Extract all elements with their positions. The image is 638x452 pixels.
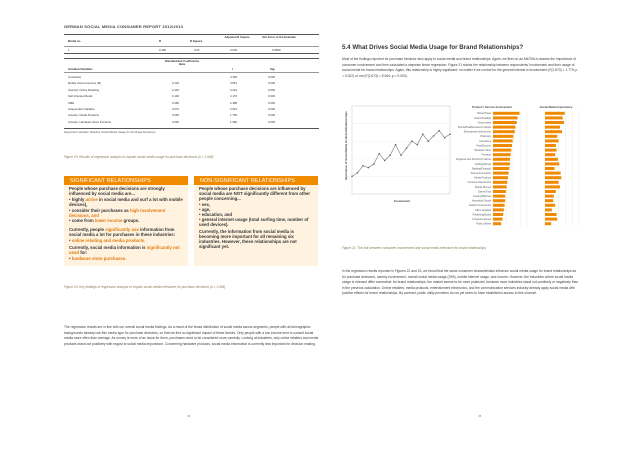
bar-chart-category-label: Mobile Phones: [475, 185, 491, 189]
involvement-line-chart: [342, 102, 454, 204]
table1-cell: 0.480: [159, 48, 166, 52]
non-significant-bullet: • age,: [199, 207, 211, 212]
importance-bar: [545, 158, 558, 161]
non-significant-industries-text: Currently, the information from social media is becoming more important for all remaining six industries. However, these relationships are not significant yet.: [199, 229, 297, 250]
bar-chart-category-label: Computer Games: [472, 218, 491, 221]
involvement-bar: [493, 213, 503, 216]
table2-cell: SME: [68, 100, 75, 105]
table2-cell: 0.100: [172, 94, 179, 99]
non-significant-bullet: • sex,: [199, 202, 211, 207]
involvement-bar: [493, 144, 512, 147]
importance-bar: [545, 139, 559, 142]
line-chart-point: [438, 130, 440, 132]
involvement-bar: [493, 135, 513, 138]
line-chart-series: [352, 131, 450, 177]
table2-cell: Self-Oriented Retail: [68, 94, 93, 99]
relationships-boxes: [64, 176, 318, 266]
table2-header-sig: Sig.: [270, 67, 276, 71]
line-chart-point: [373, 163, 375, 165]
importance-bar: [545, 208, 552, 211]
bar-chart-category-label: Publishing/Books: [472, 213, 491, 217]
line-chart-point: [422, 133, 424, 135]
bar-chart-category-label: Drugstore and Perfume Products: [456, 158, 491, 162]
importance-bar: [545, 181, 559, 184]
table2-cell: (Constant): [68, 75, 82, 79]
importance-bar: [545, 172, 561, 175]
table2-cell: Independent Variable: [68, 107, 95, 111]
involvement-bar: [493, 139, 513, 142]
table2-cell: 2.488: [230, 100, 237, 105]
involvement-bar: [493, 199, 505, 202]
involvement-bar: [493, 222, 501, 225]
importance-bar: [545, 135, 557, 138]
line-chart-ylabel: Importance of Social Media for Brand Relationships: [344, 111, 348, 180]
bar-chart-category-label: Food/Grocery: [476, 144, 491, 148]
table2-cell: 0.080: [172, 100, 179, 105]
bar-chart-category-label: Household Goods: [471, 199, 491, 203]
table2-cell: 0.000: [268, 81, 275, 86]
line-chart-point: [368, 167, 370, 169]
bar-chart-title-involvement: Product / Service Involvement: [472, 105, 512, 109]
table2-cell: Industry: Hardware Store Products: [68, 119, 111, 124]
importance-bar: [545, 204, 555, 207]
left-body-text: The regression results are in line with our overall social media findings. As a result of the broad distribution of social media across segments, people with all demographic backgrounds already use this media type for purchase decisions, so that we find no significant impact of these factors. Only people with a low income tend to consult social media more often than average. As money is more of an issue for them, purchases need to be considered more carefully. Looking at industries, only online retailers and media products stand out positively with regard to social media importance. Concerning hardware products, social media information is currently less important for decision making.: [64, 325, 319, 346]
involvement-bar: [493, 167, 509, 170]
table2-cell: 3.424: [230, 87, 237, 92]
involvement-bar: [493, 218, 503, 221]
involvement-bar: [493, 208, 504, 211]
table2-cell: 0.070: [172, 107, 179, 111]
importance-bar: [545, 199, 553, 202]
involvement-bar: [493, 149, 511, 152]
involvement-bar: [493, 190, 506, 193]
table2-cell: 0.118: [172, 87, 179, 92]
non-significant-bullet: • general internet usage (total surfing time, number of used devices).: [199, 217, 309, 228]
not-used-list: • hardware store purchases.: [69, 255, 127, 261]
line-chart-point: [389, 154, 391, 156]
right-body-text-2: In the regression results reported in Figures 22 and 23, we found that the same consumer characteristics influence social media usage for brand relationships as for purchase decisions, namely involvement, overall social media usage (SMI), mobile internet usage, and income. However, the industries where social media usage is relevant differ somewhat: for brand relationships, the market seems to be more polarized, because more industries stand out positively or negatively than in the previous calculation. Online retailers, media products, entertainment electronics, and the communication services industry already apply social media with positive effects for brand relationships. By contrast, public utility providers do not yet seem to have established access to this channel.: [342, 269, 579, 296]
figure-20-caption: Figure 20: Key findings of regression analysis to explain social media relevance for purchase decisions (n = 1,945): [64, 285, 226, 289]
non-significant-box-header: NON-SIGNIFICANT RELATIONSHIPS: [194, 176, 318, 185]
table2-cell: 0.000: [268, 119, 275, 124]
table2-cell: 0.000: [268, 94, 275, 99]
importance-bar: [545, 213, 557, 216]
line-chart-point: [417, 144, 419, 146]
line-chart-point: [384, 160, 386, 162]
table1-header-stderr: Std. Error of the Estimate: [262, 34, 296, 39]
line-chart-point: [427, 140, 429, 142]
section-title: 5.4 What Drives Social Media Usage for Brand Relationships?: [342, 44, 524, 51]
bar-chart-category-label: Jewelry/Watches: [473, 195, 491, 198]
importance-bar: [545, 112, 565, 115]
table2-cell: 0.000: [268, 87, 275, 92]
industry-bar-charts: [455, 109, 585, 229]
bar-chart-category-label: Games/Toys: [477, 190, 491, 194]
table2-cell: 0.000: [268, 75, 275, 79]
table2-cell: 0.120: [172, 81, 179, 86]
significant-intro: People whose purchase decisions are strongly influenced by social media are...: [69, 186, 165, 197]
table2-cell: 0.000: [268, 113, 275, 118]
line-chart-frame: [352, 106, 450, 194]
line-chart-point: [395, 144, 397, 146]
involvement-bar: [493, 181, 507, 184]
table2-header-beta: Standardized Coefficients Beta: [164, 58, 200, 66]
figure-19-caption: Figure 19: Results of regression analysis to explain social media usage for purchase decisions (n = 1,945): [64, 155, 214, 159]
significant-box: [64, 176, 188, 266]
importance-bar: [545, 222, 551, 225]
bar-chart-category-label: Furniture: [481, 153, 491, 157]
bar-chart-category-label: Consumer Electronics: [467, 181, 491, 185]
page-number-right: 45: [478, 414, 482, 418]
table2-footnote: Dependent Variable: Relative Social Media Usage for Purchase Decisions: [64, 130, 156, 134]
importance-bar: [545, 130, 562, 133]
table2-cell: 4.170: [230, 94, 237, 99]
table2-header-variables: Included Variables: [68, 67, 93, 71]
involvement-bar: [493, 162, 510, 165]
involvement-bar: [493, 130, 515, 133]
bar-chart-category-label: Hardware Store: [474, 149, 491, 152]
table2-cell: 4.369: [230, 75, 237, 79]
table2-cell: Intensity Online Retailing: [68, 87, 99, 92]
bar-chart-category-label: Entertainment Electronics: [463, 130, 491, 134]
running-header: GERMAN SOCIAL MEDIA CONSUMER REPORT 2012/2013: [64, 24, 184, 29]
right-body-text-1: Most of the findings reported for purchase behavior also apply to social media and brand relationships. Again, we fleet on an ANOVA to assess the importance of consumer involvement and then calculated a stepwise linear regression. Figure 21 shows the relationship between respondents' involvement and their usage of social media for brand relationships. Again, this relationship is highly significant: no matter if we control for the general interest in involvement (F(2,673) = 1.779; p = 0.022) or not (F(2,673) = 5.064; p = 0.000).: [342, 57, 578, 78]
table1-header-rsq: R Square: [190, 39, 203, 43]
table2-cell: 0.060: [172, 113, 179, 118]
importance-bar: [545, 218, 557, 221]
line-chart-point: [351, 176, 353, 178]
line-chart-point: [406, 147, 408, 149]
table1-header-adjrsq: Adjusted R Square: [224, 34, 250, 39]
table2-cell: 1.765: [230, 113, 237, 118]
coefficients-table: [64, 58, 319, 136]
importance-bar: [545, 121, 564, 124]
significant-industries-list: • online retailing and media products.: [69, 237, 146, 243]
significant-bullet: • come from lower income groups.: [69, 218, 140, 223]
table1-cell: 1: [68, 48, 70, 52]
table2-header-t: t: [232, 67, 233, 71]
bar-chart-category-label: Office Supplies: [474, 208, 491, 212]
model-summary-table: [64, 34, 319, 54]
bar-chart-title-importance: Social Media Importance: [539, 105, 573, 109]
bar-chart-category-label: Automobiles: [477, 121, 491, 125]
not-used-text: Currently, social media information is significantly not used for:: [69, 245, 180, 256]
significant-bullet: • highly active in social media and surf a lot with mobile devices),: [69, 197, 183, 208]
table1-header-model: Model no.: [68, 39, 82, 43]
bar-chart-category-label: Clothing/Shoes: [474, 162, 491, 166]
significant-industries-text: Currently, people significantly use information from social media a lot for purchases in these industries:: [69, 227, 176, 238]
importance-bar: [545, 185, 560, 188]
involvement-bar: [493, 126, 515, 129]
table2-cell: 0.000: [268, 100, 275, 105]
bar-chart-category-label: Media Products: [474, 176, 491, 180]
bar-chart-category-label: Banking/Financial: [472, 167, 491, 171]
non-significant-box: [194, 176, 318, 266]
table2-cell: 3.861: [230, 81, 237, 86]
bar-chart-category-label: Telecommunication: [470, 172, 491, 175]
line-chart-point: [362, 165, 364, 167]
importance-bar: [545, 190, 556, 193]
line-chart-point: [411, 140, 413, 142]
table2-cell: 0.000: [268, 107, 275, 111]
bar-chart-category-label: Sports/Health/Leisure Products: [457, 126, 491, 129]
involvement-bar: [493, 153, 511, 156]
importance-bar: [545, 126, 560, 129]
importance-bar: [545, 162, 559, 165]
involvement-bar: [493, 116, 517, 119]
table1-cell: 0.9890: [272, 48, 281, 52]
bar-chart-category-label: Pharmacy: [480, 135, 491, 139]
bar-chart-category-label: Online Retailing: [474, 116, 491, 120]
line-chart-point: [444, 137, 446, 139]
bar-chart-category-label: Hotels/Travel: [477, 112, 491, 116]
page-number-left: 44: [187, 414, 191, 418]
table2-cell: 1.580: [230, 119, 237, 124]
importance-bar: [545, 167, 555, 170]
involvement-bar: [493, 185, 507, 188]
line-chart-point: [357, 172, 359, 174]
involvement-bar: [493, 195, 505, 198]
table2-cell: Industry: Media Products: [68, 113, 99, 118]
line-chart-point: [400, 154, 402, 156]
significant-bullet: • consider their purchases as high involvement decisions, and: [69, 207, 166, 218]
table2-cell: Mobile Internet Access (M): [68, 81, 102, 86]
table1-cell: 0.039: [230, 48, 237, 52]
involvement-bar: [493, 121, 517, 124]
line-chart-point: [449, 133, 451, 135]
involvement-bar: [493, 158, 510, 161]
line-chart-point: [433, 135, 435, 137]
involvement-bar: [493, 172, 509, 175]
importance-bar: [545, 144, 556, 147]
involvement-bar: [493, 112, 520, 115]
importance-bar: [545, 176, 561, 179]
importance-bar: [545, 116, 563, 119]
significant-box-header: SIGNIFICANT RELATIONSHIPS: [64, 176, 188, 185]
table2-cell: 2.531: [230, 107, 237, 111]
line-chart-point: [378, 153, 380, 155]
importance-bar: [545, 153, 555, 156]
importance-bar: [545, 195, 554, 198]
involvement-bar: [493, 176, 508, 179]
involvement-bar: [493, 204, 505, 207]
table1-header-r: R: [159, 39, 162, 43]
line-chart-xlabel: Involvement: [393, 199, 411, 203]
table2-cell: 0.060: [172, 119, 179, 124]
figure-21-caption: Figure 21: The link between consumer involvement and social media relevance for brand relationships: [342, 246, 487, 250]
non-significant-bullet: • education, and: [199, 212, 233, 217]
bar-chart-category-label: Public Utilities: [476, 222, 491, 226]
table1-cell: 0.04: [194, 48, 200, 52]
importance-bar: [545, 149, 557, 152]
bar-chart-category-label: Fashion Accessories: [469, 204, 491, 208]
bar-chart-category-label: Insurances: [479, 139, 491, 143]
non-significant-intro: People whose purchase decisions are influenced by social media are NOT significantly different from other people concerning...: [199, 186, 311, 202]
